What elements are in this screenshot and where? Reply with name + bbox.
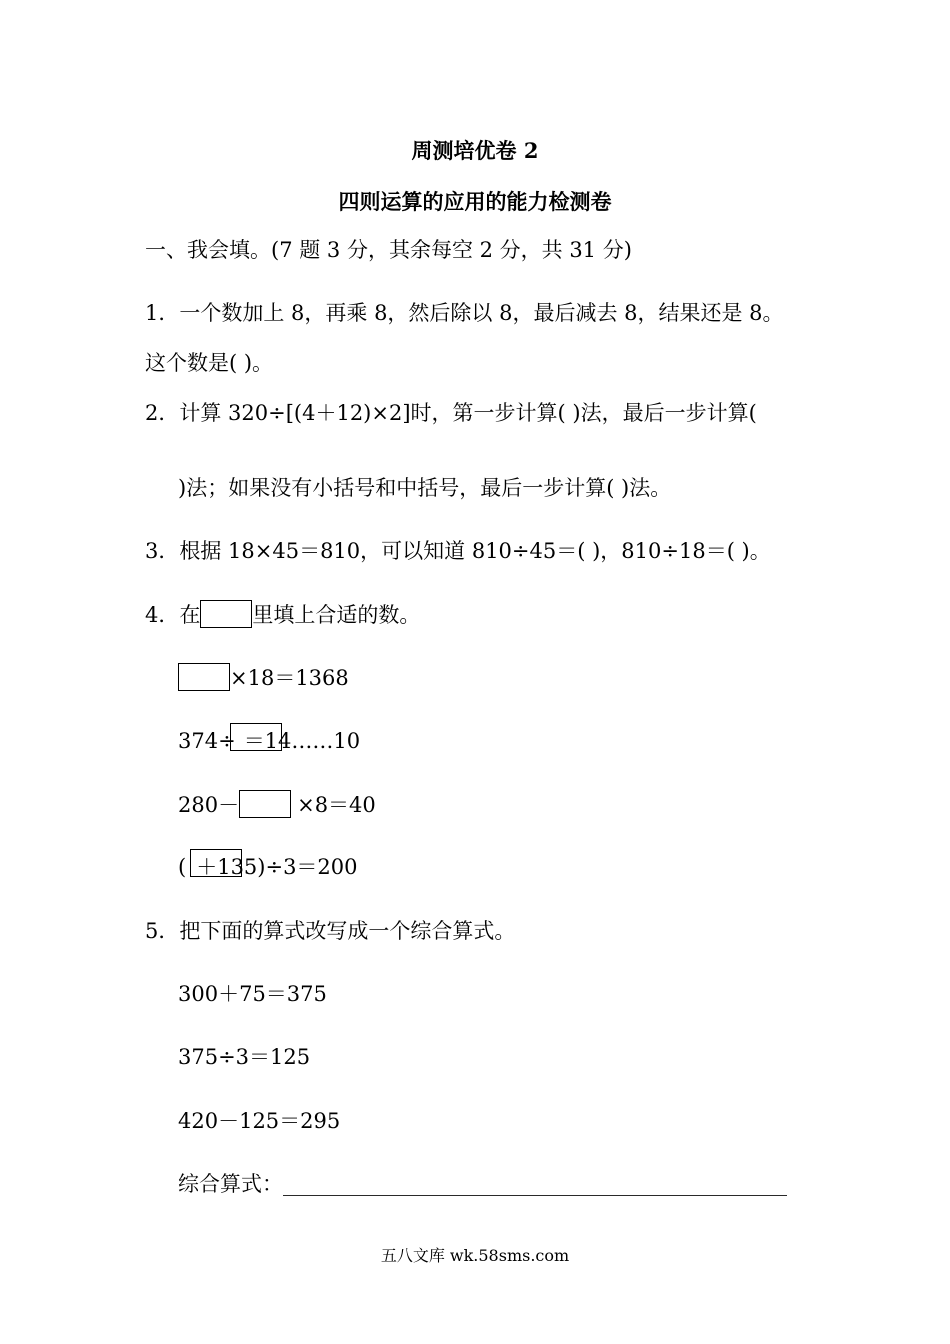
question-4-suffix: 里填上合适的数。 xyxy=(252,603,421,627)
q5-equation-1: 300＋75＝375 xyxy=(178,982,327,1006)
equation-4-prefix: ( xyxy=(178,855,187,879)
equation-3 xyxy=(178,790,376,819)
equation-4 xyxy=(178,853,358,881)
question-1-line-1: 1．一个数加上 8，再乘 8，然后除以 8，最后减去 8，结果还是 8。 xyxy=(145,301,784,325)
question-2-line-1: 2．计算 320÷[(4＋12)×2]时，第一步计算( )法，最后一步计算( xyxy=(145,401,757,425)
equation-2-suffix: ＝14……10 xyxy=(243,729,361,753)
equation-2-prefix: 374÷ xyxy=(178,729,236,753)
equation-4-suffix: ＋135)÷3＝200 xyxy=(196,855,358,879)
question-3: 3．根据 18×45＝810，可以知道 810÷45＝( )，810÷18＝( )。 xyxy=(145,539,771,563)
answer-box-1[interactable] xyxy=(178,663,230,691)
equation-3-prefix: 280－ xyxy=(178,793,240,817)
q5-equation-2: 375÷3＝125 xyxy=(178,1045,311,1069)
equation-3-suffix: ×8＝40 xyxy=(297,793,376,817)
footer-watermark: 五八文库 wk.58sms.com xyxy=(380,1246,570,1265)
q5-answer xyxy=(178,1170,787,1198)
q5-answer-label: 综合算式： xyxy=(178,1172,283,1196)
question-4-prefix: 4．在 xyxy=(145,603,201,627)
question-4 xyxy=(145,600,420,629)
q5-answer-line[interactable]: ________________________________________________ xyxy=(283,1172,787,1196)
answer-box-4[interactable] xyxy=(190,849,242,877)
question-5: 5．把下面的算式改写成一个综合算式。 xyxy=(145,919,516,943)
question-1-line-2: 这个数是( )。 xyxy=(145,351,274,375)
answer-box-2[interactable] xyxy=(230,723,282,751)
equation-1-text: ×18＝1368 xyxy=(230,666,349,690)
answer-box-example xyxy=(200,600,252,628)
page-subtitle: 四则运算的应用的能力检测卷 xyxy=(338,189,612,214)
question-2-line-2: )法；如果没有小括号和中括号，最后一步计算( )法。 xyxy=(178,476,672,500)
q5-equation-3: 420－125＝295 xyxy=(178,1109,341,1133)
equation-1 xyxy=(178,663,349,692)
page-title: 周测培优卷 2 xyxy=(411,138,539,163)
section-heading: 一、我会填。(7 题 3 分，其余每空 2 分，共 31 分) xyxy=(145,238,632,262)
answer-box-3[interactable] xyxy=(239,790,291,818)
equation-2 xyxy=(178,727,360,755)
